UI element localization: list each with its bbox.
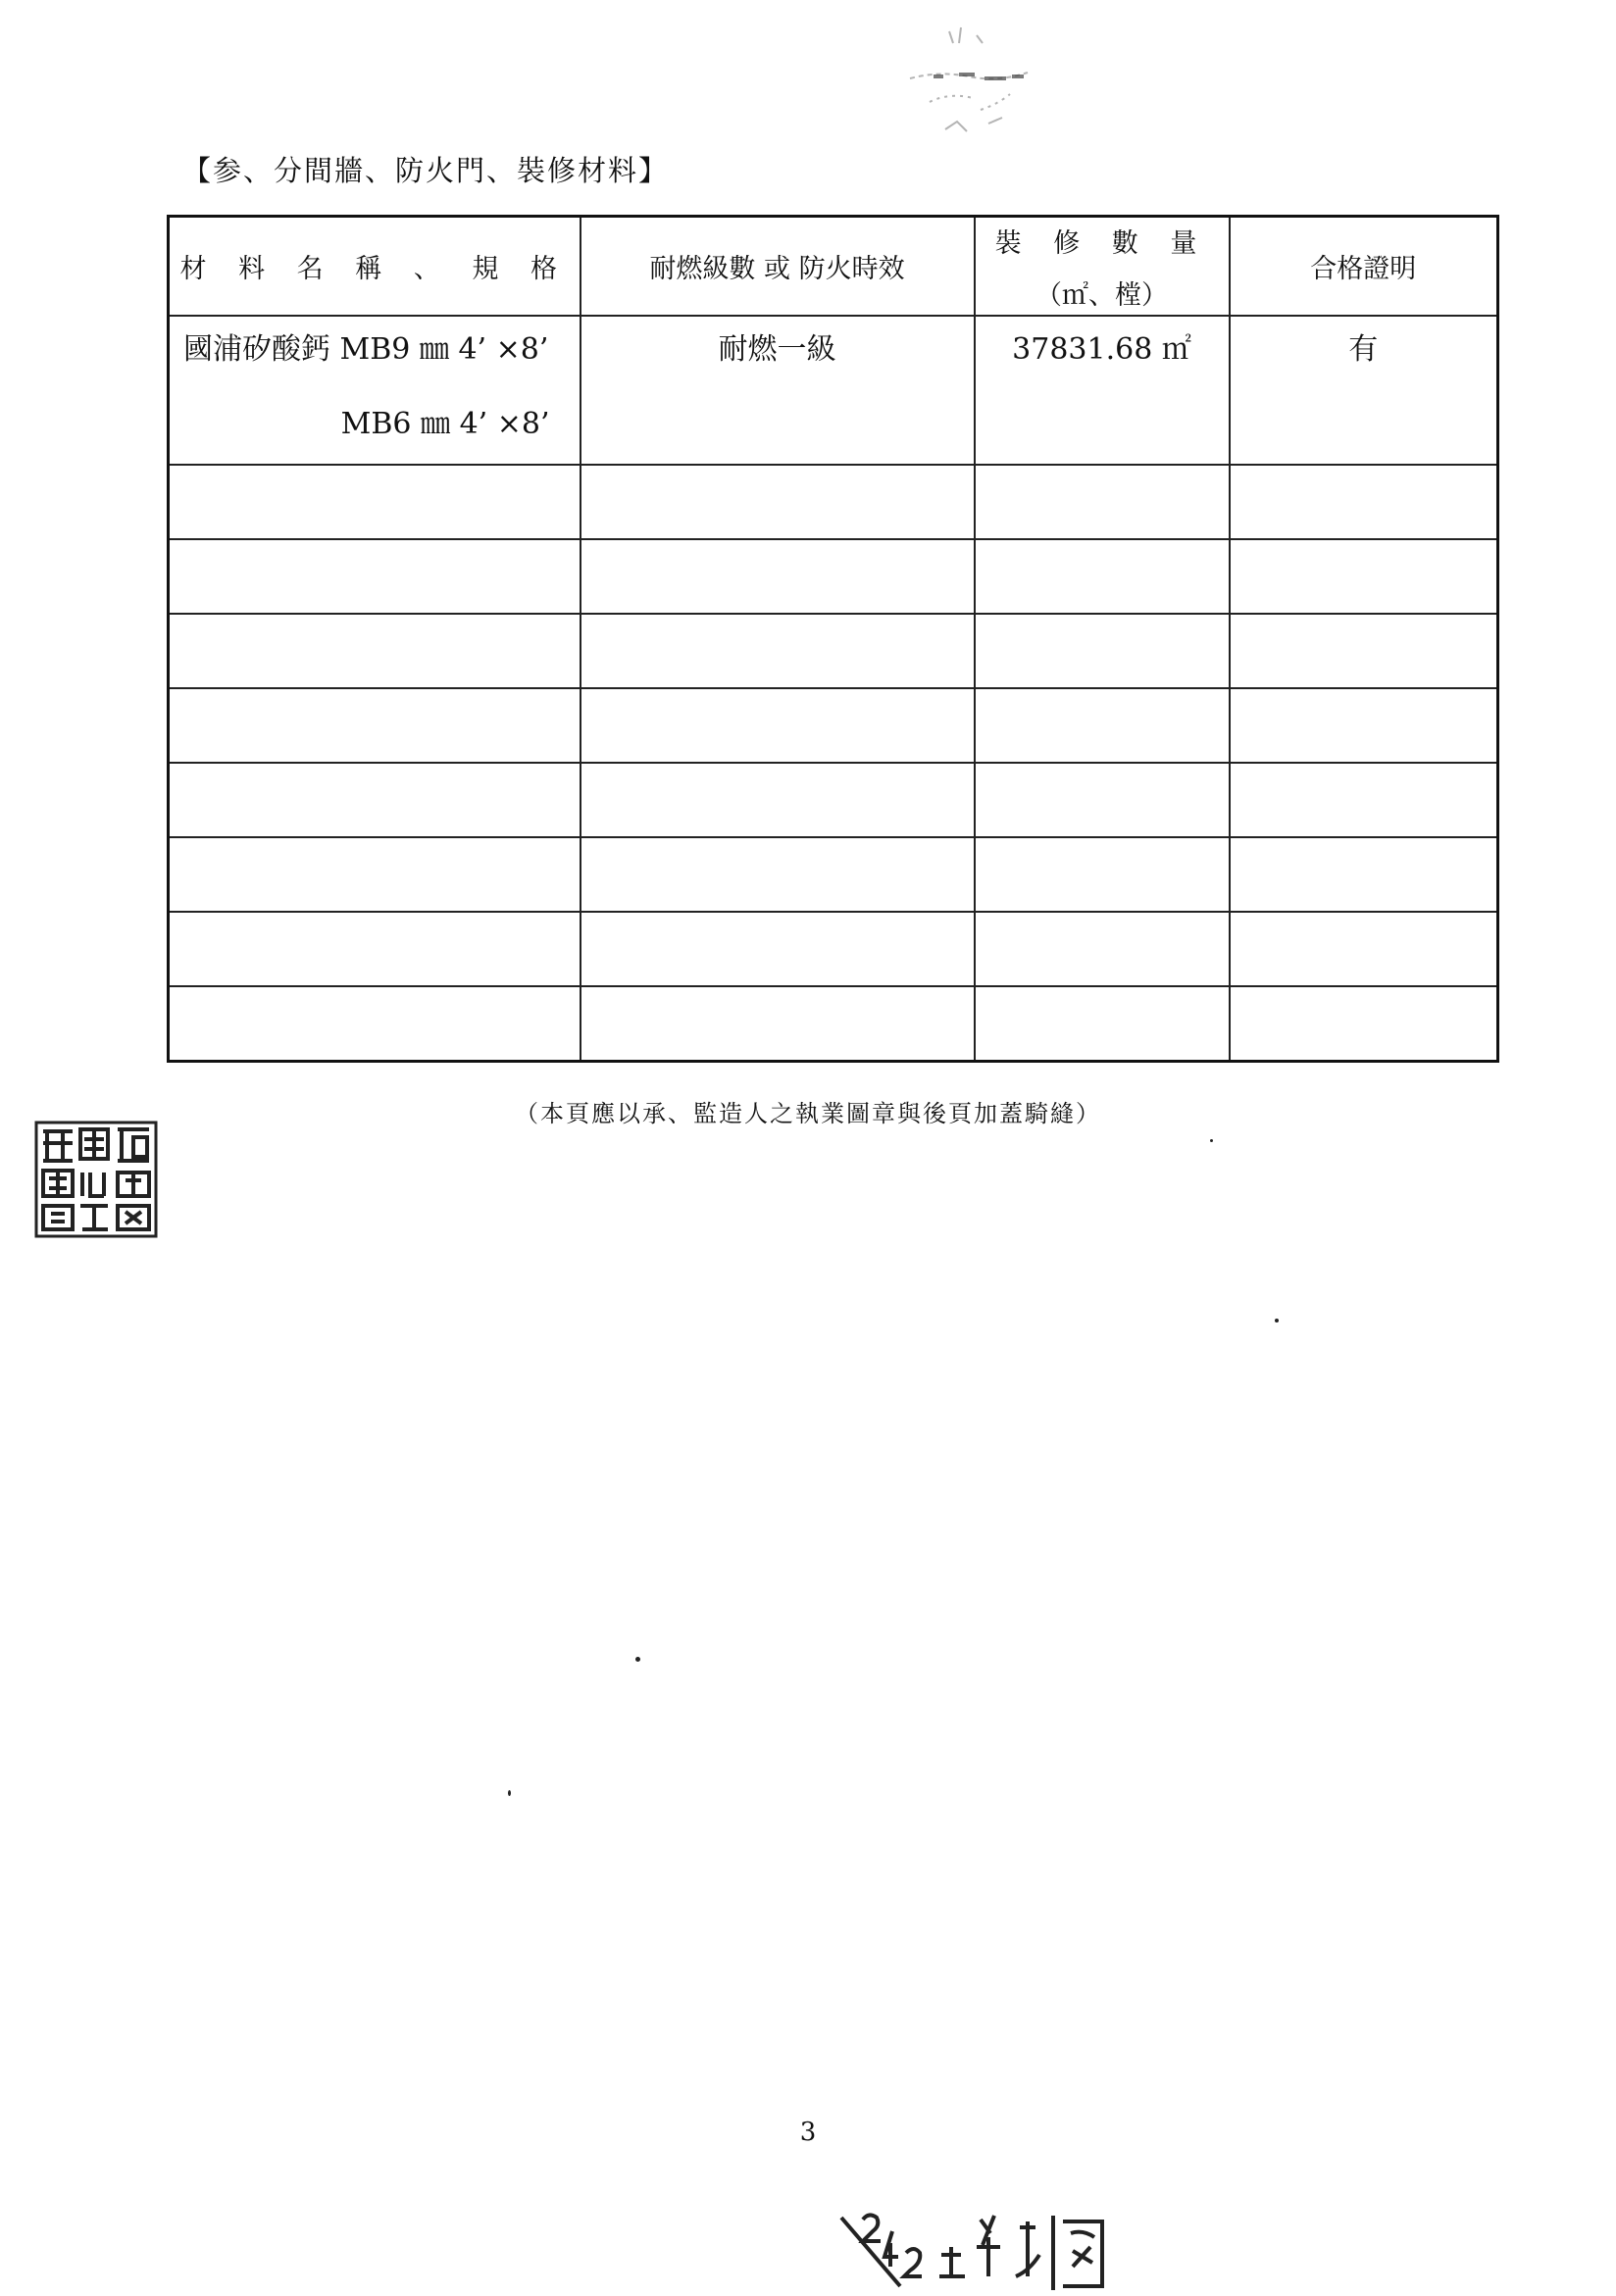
certificate-cell <box>1230 316 1498 465</box>
faded-stamp-icon <box>890 22 1047 159</box>
scan-speck <box>508 1790 511 1796</box>
empty-cell <box>581 465 975 539</box>
empty-cell <box>169 614 581 688</box>
table-row <box>169 539 1498 614</box>
empty-cell <box>1230 837 1498 912</box>
material-name-cell <box>169 316 581 465</box>
empty-cell <box>169 539 581 614</box>
empty-cell <box>581 837 975 912</box>
empty-cell <box>169 465 581 539</box>
material-name-line1: 國浦矽酸鈣 MB9 ㎜ 4’ ×8’ <box>183 332 549 367</box>
table-row <box>169 986 1498 1062</box>
header-quantity-unit: （㎡、樘） <box>1035 279 1168 311</box>
seal-stamp-icon <box>33 1120 159 1239</box>
empty-cell <box>169 986 581 1062</box>
certificate-value: 有 <box>1348 332 1379 367</box>
table-row <box>169 837 1498 912</box>
header-material-name-label: 材 料 名 稱 、 規 格 <box>179 254 569 284</box>
empty-cell <box>1230 614 1498 688</box>
empty-cell <box>581 539 975 614</box>
empty-cell <box>1230 465 1498 539</box>
page-number: 3 <box>799 2118 817 2147</box>
empty-cell <box>975 986 1230 1062</box>
empty-cell <box>975 837 1230 912</box>
section-title: 【参、分間牆、防火門、裝修材料】 <box>182 154 670 187</box>
table-header-row <box>169 217 1498 317</box>
scan-speck <box>1275 1319 1279 1323</box>
table-row <box>169 316 1498 465</box>
empty-cell <box>169 837 581 912</box>
empty-cell <box>581 614 975 688</box>
table-row <box>169 763 1498 837</box>
table-row <box>169 465 1498 539</box>
table-row <box>169 912 1498 986</box>
empty-cell <box>581 688 975 763</box>
fire-rating-cell <box>581 316 975 465</box>
header-fire-rating-label: 耐燃級數 或 防火時效 <box>649 254 905 284</box>
empty-cell <box>581 912 975 986</box>
empty-cell <box>581 986 975 1062</box>
empty-cell <box>975 614 1230 688</box>
empty-cell <box>975 539 1230 614</box>
empty-cell <box>975 688 1230 763</box>
empty-cell <box>1230 763 1498 837</box>
header-certificate <box>1230 217 1498 317</box>
empty-cell <box>169 912 581 986</box>
header-material-name <box>169 217 581 317</box>
empty-cell <box>169 763 581 837</box>
materials-table <box>167 215 1499 1063</box>
quantity-value: 37831.68 ㎡ <box>1012 332 1191 367</box>
empty-cell <box>1230 539 1498 614</box>
fire-rating-value: 耐燃一級 <box>718 332 836 367</box>
empty-cell <box>581 763 975 837</box>
empty-cell <box>1230 688 1498 763</box>
scan-speck <box>1210 1139 1213 1142</box>
header-certificate-label: 合格證明 <box>1310 254 1417 284</box>
quantity-cell <box>975 316 1230 465</box>
footer-note: （本頁應以承、監造人之執業圖章與後頁加蓋騎縫） <box>515 1100 1101 1127</box>
header-quantity <box>975 217 1230 317</box>
empty-cell <box>975 763 1230 837</box>
table-row <box>169 614 1498 688</box>
header-fire-rating <box>581 217 975 317</box>
partial-seal-stamp-icon <box>833 2198 1118 2292</box>
empty-cell <box>975 465 1230 539</box>
empty-cell <box>1230 912 1498 986</box>
material-name-line2: MB6 ㎜ 4’ ×8’ <box>340 407 550 441</box>
empty-cell <box>169 688 581 763</box>
header-quantity-label: 裝 修 數 量 <box>994 227 1209 259</box>
empty-cell <box>975 912 1230 986</box>
scan-speck <box>635 1657 640 1662</box>
empty-cell <box>1230 986 1498 1062</box>
table-row <box>169 688 1498 763</box>
